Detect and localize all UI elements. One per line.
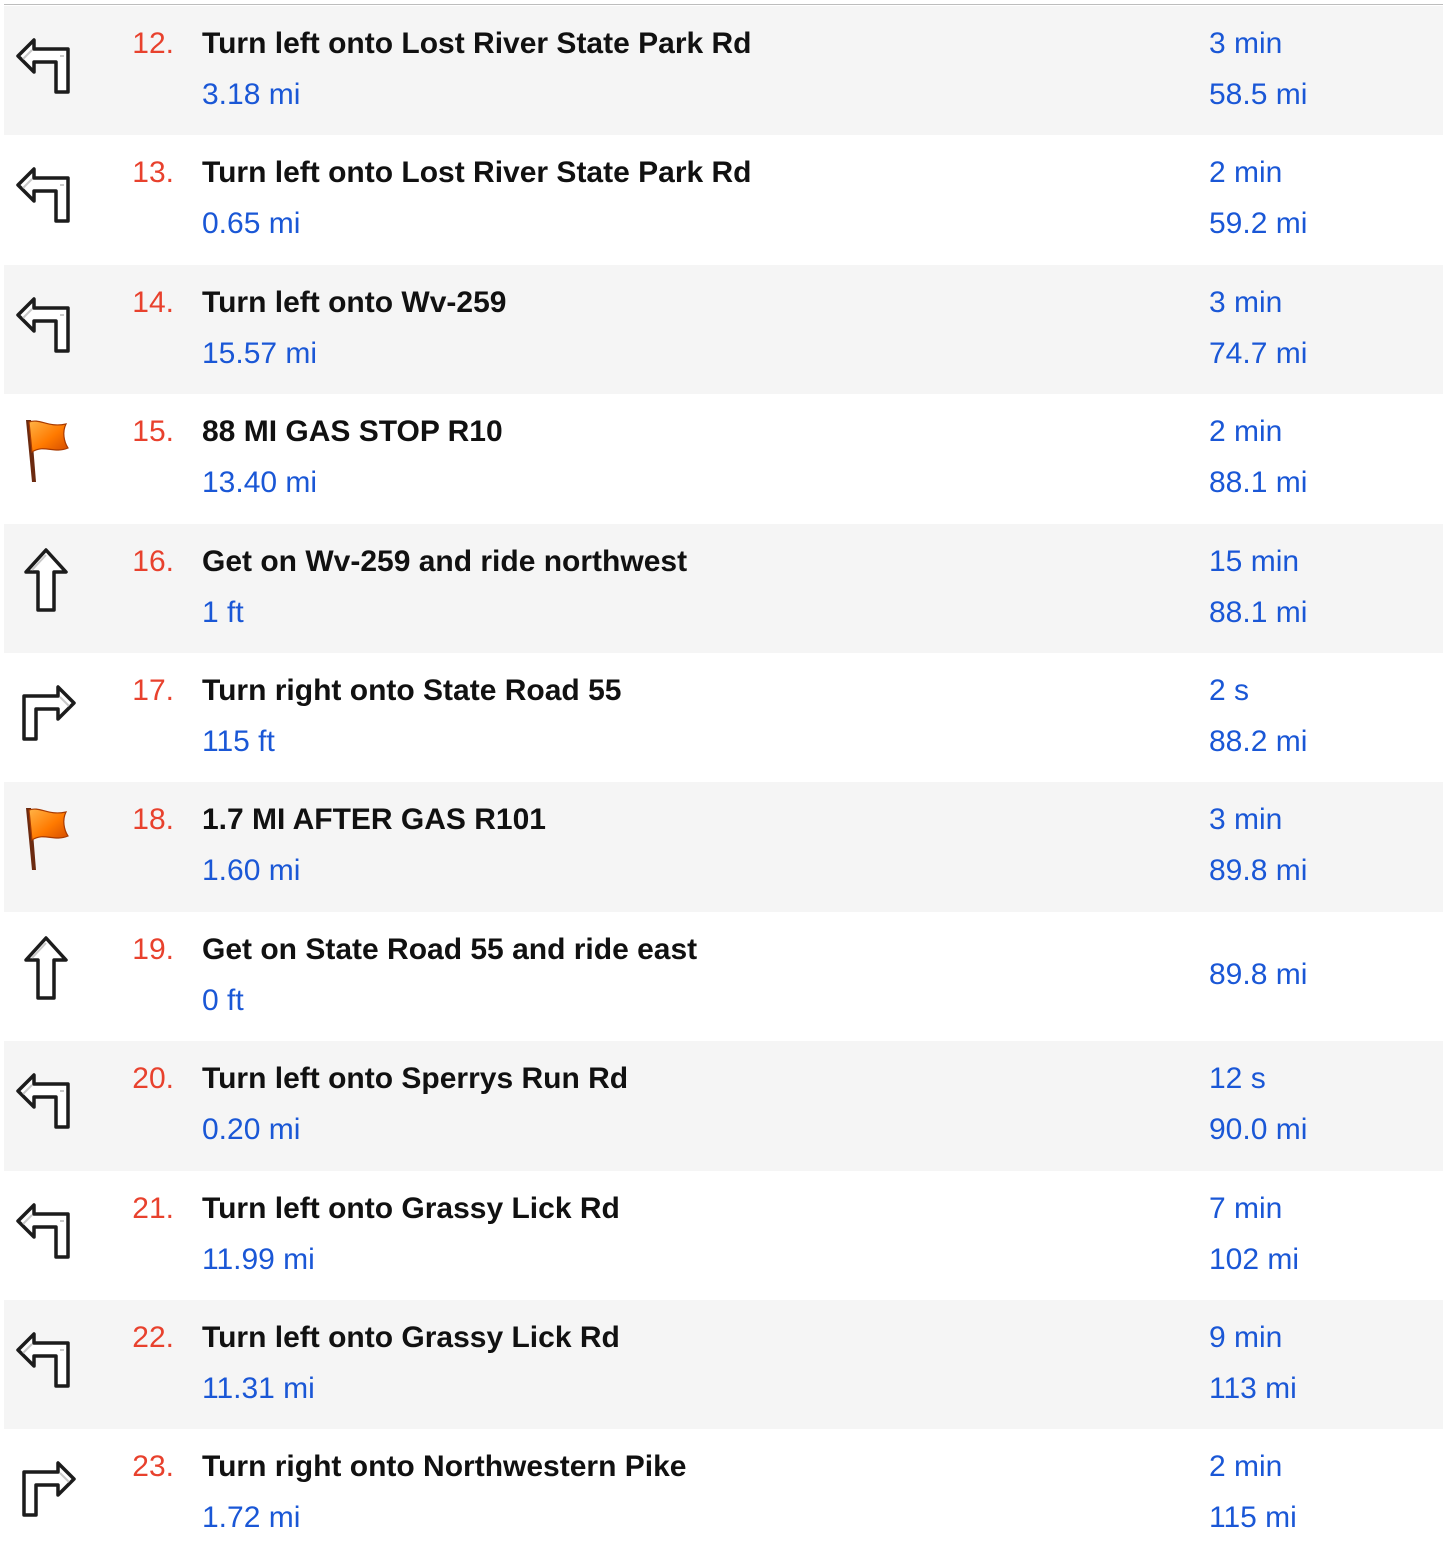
step-total-distance: 115 mi [1209,1501,1297,1535]
turn-left-icon [10,26,82,98]
turn-right-icon [10,673,82,745]
step-time: 2 s [1209,673,1250,707]
step-total-distance: 113 mi [1209,1371,1297,1405]
step-total-distance: 89.8 mi [1209,957,1308,991]
step-distance: 0.65 mi [202,207,301,241]
step-row[interactable] [4,782,1443,911]
step-total-distance: 59.2 mi [1209,207,1308,241]
step-number: 16. [132,544,174,578]
step-instruction: Turn right onto State Road 55 [202,673,622,707]
turn-left-icon [10,1061,82,1133]
step-row[interactable] [4,6,1443,135]
straight-arrow-icon [10,932,82,1004]
flag-icon [10,802,82,874]
directions-list [4,6,1443,1559]
flag-icon [10,414,82,486]
step-number: 21. [132,1191,174,1225]
step-time: 2 min [1209,415,1283,449]
step-distance: 0 ft [202,983,244,1017]
step-instruction: Turn left onto Sperrys Run Rd [202,1062,629,1096]
step-total-distance: 102 mi [1209,1242,1300,1276]
step-time: 3 min [1209,803,1283,837]
step-total-distance: 58.5 mi [1209,78,1308,111]
step-distance: 13.40 mi [202,466,318,500]
step-instruction: Turn left onto Lost River State Park Rd [202,27,752,60]
step-distance: 1.60 mi [202,854,301,888]
step-instruction: Get on State Road 55 and ride east [202,932,698,966]
turn-left-icon [10,285,82,357]
straight-arrow-icon [10,544,82,616]
step-number: 13. [132,156,174,190]
step-distance: 0.20 mi [202,1113,301,1147]
step-row[interactable] [4,1300,1443,1429]
step-row[interactable] [4,912,1443,1041]
step-distance: 11.31 mi [202,1371,315,1405]
step-distance: 15.57 mi [202,336,318,370]
step-row[interactable] [4,524,1443,653]
step-row[interactable] [4,1429,1443,1558]
step-time: 7 min [1209,1191,1283,1225]
step-time: 15 min [1209,544,1300,578]
step-total-distance: 74.7 mi [1209,336,1308,370]
step-number: 23. [132,1450,174,1484]
turn-left-icon [10,155,82,227]
step-instruction: Turn left onto Lost River State Park Rd [202,156,752,190]
step-time: 3 min [1209,27,1283,60]
step-row[interactable] [4,1171,1443,1300]
turn-left-icon [10,1191,82,1263]
step-row[interactable] [4,653,1443,782]
step-distance: 115 ft [202,724,275,758]
turn-right-icon [10,1449,82,1521]
step-number: 22. [132,1320,174,1354]
step-distance: 11.99 mi [202,1242,315,1276]
step-total-distance: 88.1 mi [1209,466,1308,500]
step-total-distance: 88.1 mi [1209,595,1308,629]
step-instruction: Turn right onto Northwestern Pike [202,1450,687,1484]
turn-left-icon [10,1320,82,1392]
step-row[interactable] [4,135,1443,264]
top-divider [4,4,1443,5]
step-total-distance: 88.2 mi [1209,724,1308,758]
step-number: 20. [132,1062,174,1096]
step-distance: 1.72 mi [202,1501,301,1535]
step-time: 12 s [1209,1062,1266,1096]
step-number: 15. [132,415,174,449]
step-instruction: Turn left onto Wv-259 [202,285,507,319]
step-instruction: 88 MI GAS STOP R10 [202,415,503,449]
step-instruction: Turn left onto Grassy Lick Rd [202,1320,620,1354]
step-row[interactable] [4,394,1443,523]
step-instruction: Turn left onto Grassy Lick Rd [202,1191,620,1225]
step-number: 14. [132,285,174,319]
step-row[interactable] [4,1041,1443,1170]
step-time: 3 min [1209,285,1283,319]
step-time: 2 min [1209,156,1283,190]
step-instruction: 1.7 MI AFTER GAS R101 [202,803,546,837]
step-number: 18. [132,803,174,837]
step-time: 9 min [1209,1320,1283,1354]
step-number: 17. [132,673,174,707]
step-distance: 3.18 mi [202,78,301,111]
step-number: 19. [132,932,174,966]
step-row[interactable] [4,265,1443,394]
step-time: 2 min [1209,1450,1283,1484]
step-number: 12. [132,27,174,60]
step-total-distance: 90.0 mi [1209,1113,1308,1147]
step-distance: 1 ft [202,595,244,629]
step-instruction: Get on Wv-259 and ride northwest [202,544,688,578]
step-total-distance: 89.8 mi [1209,854,1308,888]
